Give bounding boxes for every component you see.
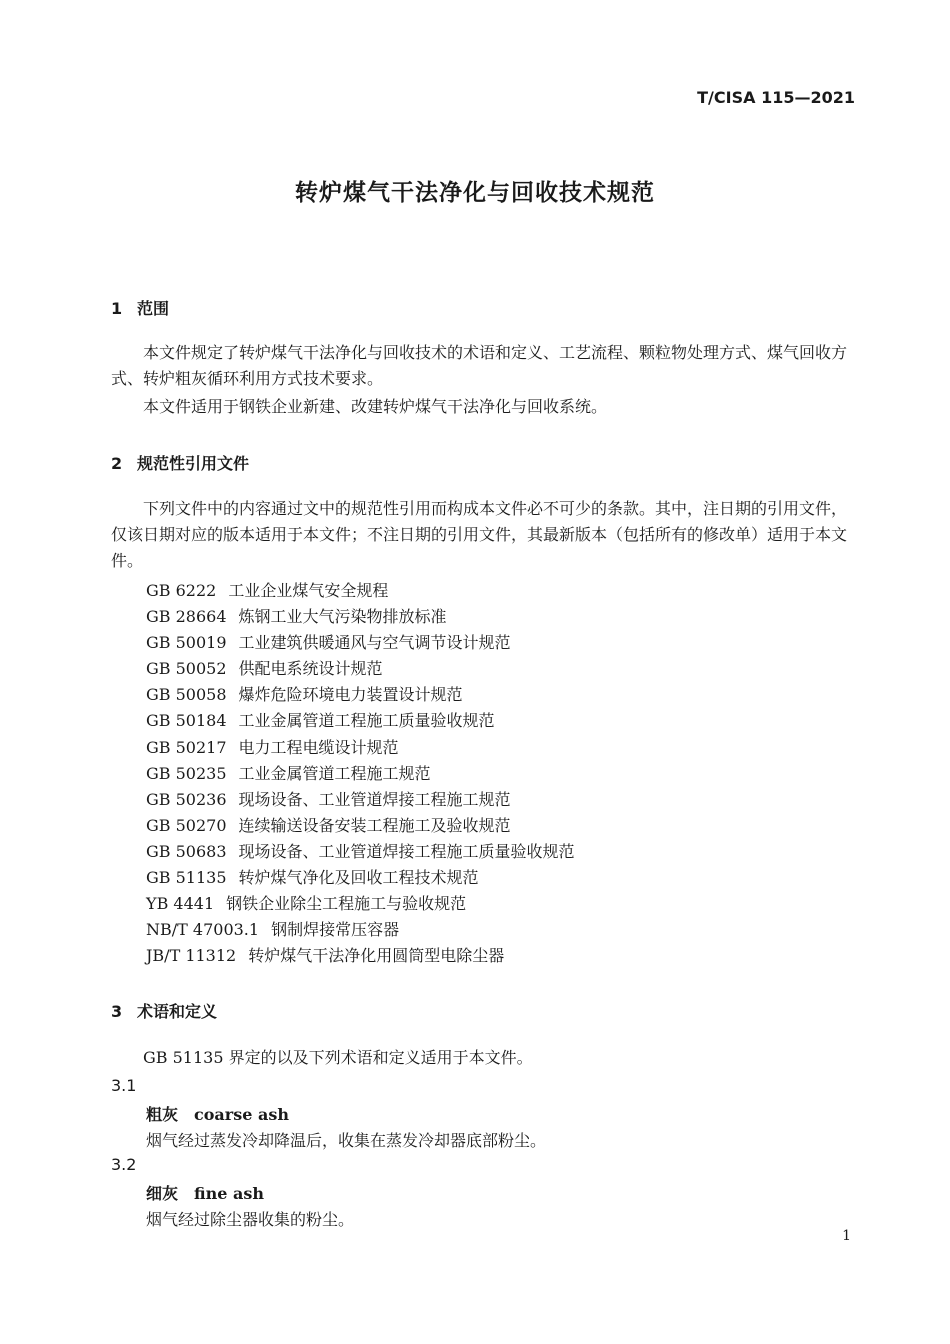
reference-item (146, 578, 575, 604)
reference-code: GB 50217 (146, 737, 227, 757)
reference-title: 工业企业煤气安全规程 (228, 581, 389, 600)
reference-code: GB 50270 (146, 815, 227, 835)
section-3-heading (111, 999, 217, 1022)
document-number: T/CISA 115—2021 (697, 88, 855, 107)
section-number: 2 (111, 454, 123, 473)
term-english: fine ash (194, 1184, 265, 1203)
reference-item (146, 708, 575, 734)
reference-title: 连续输送设备安装工程施工及验收规范 (238, 815, 511, 835)
reference-title: 电力工程电缆设计规范 (238, 737, 399, 757)
reference-item (146, 839, 575, 865)
reference-code: GB 50235 (146, 763, 227, 783)
reference-title: 爆炸危险环境电力装置设计规范 (238, 685, 463, 705)
reference-code: JB/T 11312 (146, 946, 237, 966)
section-3-intro: GB 51135 界定的以及下列术语和定义适用于本文件。 (143, 1048, 533, 1067)
section-1-heading (111, 296, 169, 319)
reference-title: 供配电系统设计规范 (238, 659, 383, 679)
reference-item (146, 735, 575, 761)
reference-title: 工业建筑供暖通风与空气调节设计规范 (238, 633, 511, 653)
reference-title: 转炉煤气净化及回收工程技术规范 (238, 868, 479, 888)
reference-title: 钢制焊接常压容器 (271, 920, 400, 940)
reference-code: GB 50019 (146, 633, 227, 653)
reference-item (146, 865, 575, 891)
reference-item (146, 787, 575, 813)
reference-code: GB 50052 (146, 659, 227, 679)
term-number: 3.1 (111, 1076, 137, 1095)
term-english: coarse ash (194, 1105, 289, 1124)
reference-title: 工业金属管道工程施工规范 (238, 763, 431, 783)
term-definition: 烟气经过蒸发冷却降温后，收集在蒸发冷却器底部粉尘。 (146, 1131, 547, 1150)
section-2-intro: 下列文件中的内容通过文中的规范性引用而构成本文件必不可少的条款。其中，注日期的引用文件，仅该日期对应的版本适用于本文件；不注日期的引用文件，其最新版本（包括所有的修改单）适用于本文件。 (111, 499, 848, 570)
reference-code: GB 50683 (146, 841, 227, 861)
reference-item (146, 630, 575, 656)
reference-code: GB 51135 (146, 868, 227, 888)
term-chinese: 细灰 (146, 1184, 179, 1203)
reference-item (146, 656, 575, 682)
reference-item (146, 761, 575, 787)
reference-title: 现场设备、工业管道焊接工程施工质量验收规范 (238, 841, 575, 861)
term-chinese: 粗灰 (146, 1105, 179, 1124)
section-title: 术语和定义 (137, 1002, 218, 1021)
section-1-paragraph-2: 本文件适用于钢铁企业新建、改建转炉煤气干法净化与回收系统。 (143, 397, 608, 416)
reference-title: 钢铁企业除尘工程施工与验收规范 (226, 894, 467, 914)
reference-item (146, 813, 575, 839)
reference-code: YB 4441 (146, 894, 215, 914)
reference-title: 现场设备、工业管道焊接工程施工规范 (238, 789, 511, 809)
reference-title: 转炉煤气干法净化用圆筒型电除尘器 (248, 946, 505, 966)
reference-item (146, 604, 575, 630)
section-title: 范围 (137, 299, 170, 318)
section-1-paragraph-1: 本文件规定了转炉煤气干法净化与回收技术的术语和定义、工艺流程、颗粒物处理方式、煤气回收方式、转炉粗灰循环利用方式技术要求。 (111, 343, 848, 388)
page-number: 1 (842, 1228, 851, 1244)
document-title: 转炉煤气干法净化与回收技术规范 (295, 180, 655, 206)
reference-code: GB 6222 (146, 581, 217, 600)
term-definition: 烟气经过除尘器收集的粉尘。 (146, 1210, 355, 1229)
reference-item (146, 917, 575, 943)
reference-code: GB 50236 (146, 789, 227, 809)
term-heading (146, 1102, 289, 1125)
reference-title: 炼钢工业大气污染物排放标准 (238, 607, 447, 627)
section-title: 规范性引用文件 (137, 454, 250, 473)
reference-code: GB 28664 (146, 607, 227, 627)
reference-title: 工业金属管道工程施工质量验收规范 (238, 711, 495, 731)
section-number: 3 (111, 1002, 123, 1021)
reference-code: GB 50184 (146, 711, 227, 731)
reference-item (146, 943, 575, 969)
reference-code: NB/T 47003.1 (146, 920, 260, 940)
reference-item (146, 682, 575, 708)
term-number: 3.2 (111, 1155, 137, 1174)
reference-item (146, 891, 575, 917)
section-number: 1 (111, 299, 123, 318)
section-2-heading (111, 451, 249, 474)
reference-code: GB 50058 (146, 685, 227, 705)
term-heading (146, 1181, 264, 1204)
reference-list (146, 578, 575, 969)
